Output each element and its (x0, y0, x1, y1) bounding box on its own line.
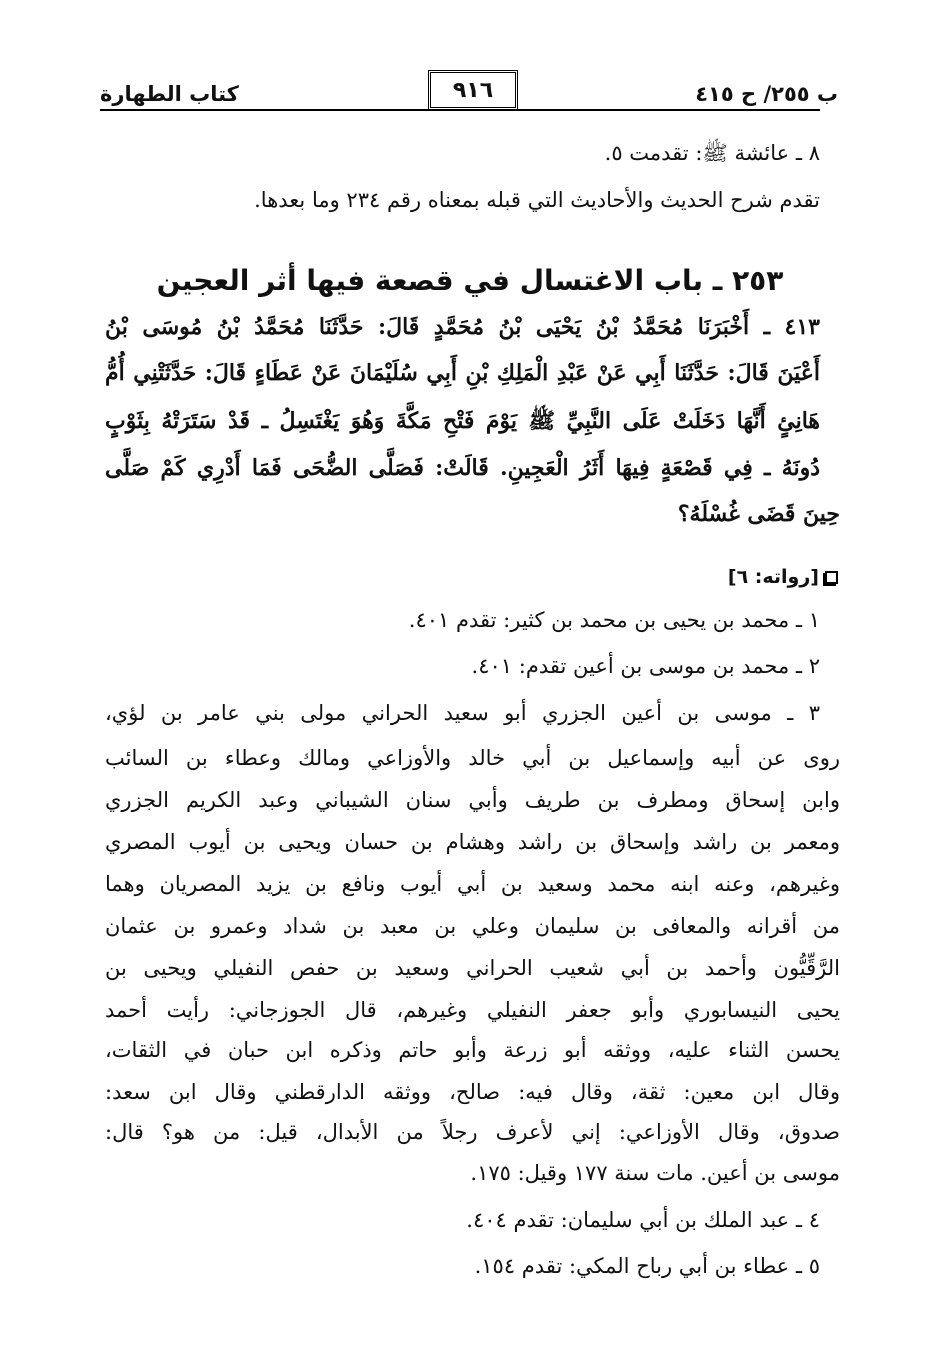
header-reference: ب ٢٥٥/ ح ٤١٥ (695, 82, 838, 106)
intro-line-1: ٨ ـ عائشة ﷺ: تقدمت ٥. (604, 141, 820, 165)
hadith-line-1: ٤١٣ ـ أَخْبَرَنَا مُحَمَّدُ بْنُ يَحْيَى بْنُ مُحَمَّدٍ قَالَ: حَدَّثَنَا مُحَمَّدُ بْنُ مُوسَى بْنُ (105, 314, 820, 340)
hadith-line-4: دُونَهُ ـ فِي قَصْعَةٍ فِيهَا أَثَرُ الْعَجِينِ. قَالَتْ: فَصَلَّى الضُّحَى فَمَا أَدْرِي كَمْ صَلَّى (105, 455, 820, 481)
chapter-heading: ٢٥٣ ـ باب الاغتسال في قصعة فيها أثر العجين (156, 264, 784, 297)
hadith-line-2: أَعْيَنَ قَالَ: حَدَّثَنَا أَبِي عَنْ عَبْدِ الْمَلِكِ بْنِ أَبِي سُلَيْمَانَ عَنْ عَطَاءٍ قَالَ: حَدَّثَتْنِي أُمُّ (105, 360, 820, 386)
narrator-3-line-1: ٣ ـ موسى بن أعين الجزري أبو سعيد الحراني مولى بني عامر بن لؤي، (105, 701, 820, 725)
narrator-3-line-11: صدوق، وقال الأوزاعي: إني لأعرف رجلاً من الأبدال، قيل: من هو؟ قال: (105, 1120, 840, 1144)
narrators-title (728, 566, 838, 588)
narrator-5: ٥ ـ عطاء بن أبي رباح المكي: تقدم ١٥٤. (474, 1254, 820, 1278)
narrator-3-line-7: الرَّقِّيُّون وأحمد بن أبي شعيب الحراني وسعيد بن حفص النفيلي ويحيى بن (105, 956, 840, 980)
narrator-1: ١ ـ محمد بن يحيى بن محمد بن كثير: تقدم ٤٠١. (408, 608, 820, 632)
narrator-3-line-10: وقال ابن معين: ثقة، وقال فيه: صالح، ووثقه الدارقطني وقال ابن سعد: (105, 1080, 840, 1104)
narrator-3-line-4: ومعمر بن راشد وإسحاق بن راشد وهشام بن حسان ويحيى بن أيوب المصري (105, 830, 840, 854)
narrator-3-line-8: يحيى النيسابوري وأبو جعفر النفيلي وغيرهم، قال الجوزجاني: رأيت أحمد (105, 998, 840, 1022)
hadith-line-3: هَانِئٍ أَنَّهَا دَخَلَتْ عَلَى النَّبِيِّ ﷺ يَوْمَ فَتْحِ مَكَّةَ وَهُوَ يَغْتَسِلُ ـ قَدْ سَتَرَتْهُ بِثَوْبٍ (105, 408, 821, 434)
narrator-3-line-12: موسى بن أعين. مات سنة ١٧٧ وقيل: ١٧٥. (470, 1161, 840, 1185)
header-book-title: كتاب الطهارة (100, 82, 239, 106)
page-number: ٩١٦ (452, 77, 494, 103)
narrators-title-text: [رواته: ٦] (727, 566, 819, 588)
hadith-line-5: حِينَ قَضَى غُسْلَهُ؟ (677, 501, 840, 527)
narrator-2: ٢ ـ محمد بن موسى بن أعين تقدم: ٤٠١. (471, 654, 820, 678)
narrator-4: ٤ ـ عبد الملك بن أبي سليمان: تقدم ٤٠٤. (466, 1208, 820, 1232)
page-number-frame (428, 70, 518, 110)
narrator-3-line-3: وابن إسحاق ومطرف بن طريف وأبي سنان الشيباني وعبد الكريم الجزري (105, 788, 840, 812)
narrator-3-line-5: وغيرهم، وعنه ابنه محمد وسعيد بن أبي أيوب ونافع بن يزيد المصريان وهما (105, 872, 840, 896)
narrator-3-line-2: روى عن أبيه وإسماعيل بن أبي خالد والأوزاعي ومالك وعطاء بن السائب (105, 746, 840, 770)
intro-line-2: تقدم شرح الحديث والأحاديث التي قبله بمعناه رقم ٢٣٤ وما بعدها. (254, 188, 820, 212)
square-bullet-icon (825, 571, 838, 584)
header-rule (100, 109, 820, 111)
narrator-3-line-6: من أقرانه والمعافى بن سليمان وعلي بن معبد بن شداد وعمرو بن عثمان (105, 914, 840, 938)
narrator-3-line-9: يحسن الثناء عليه، ووثقه أبو زرعة وأبو حاتم وذكره ابن حبان في الثقات، (105, 1038, 840, 1062)
